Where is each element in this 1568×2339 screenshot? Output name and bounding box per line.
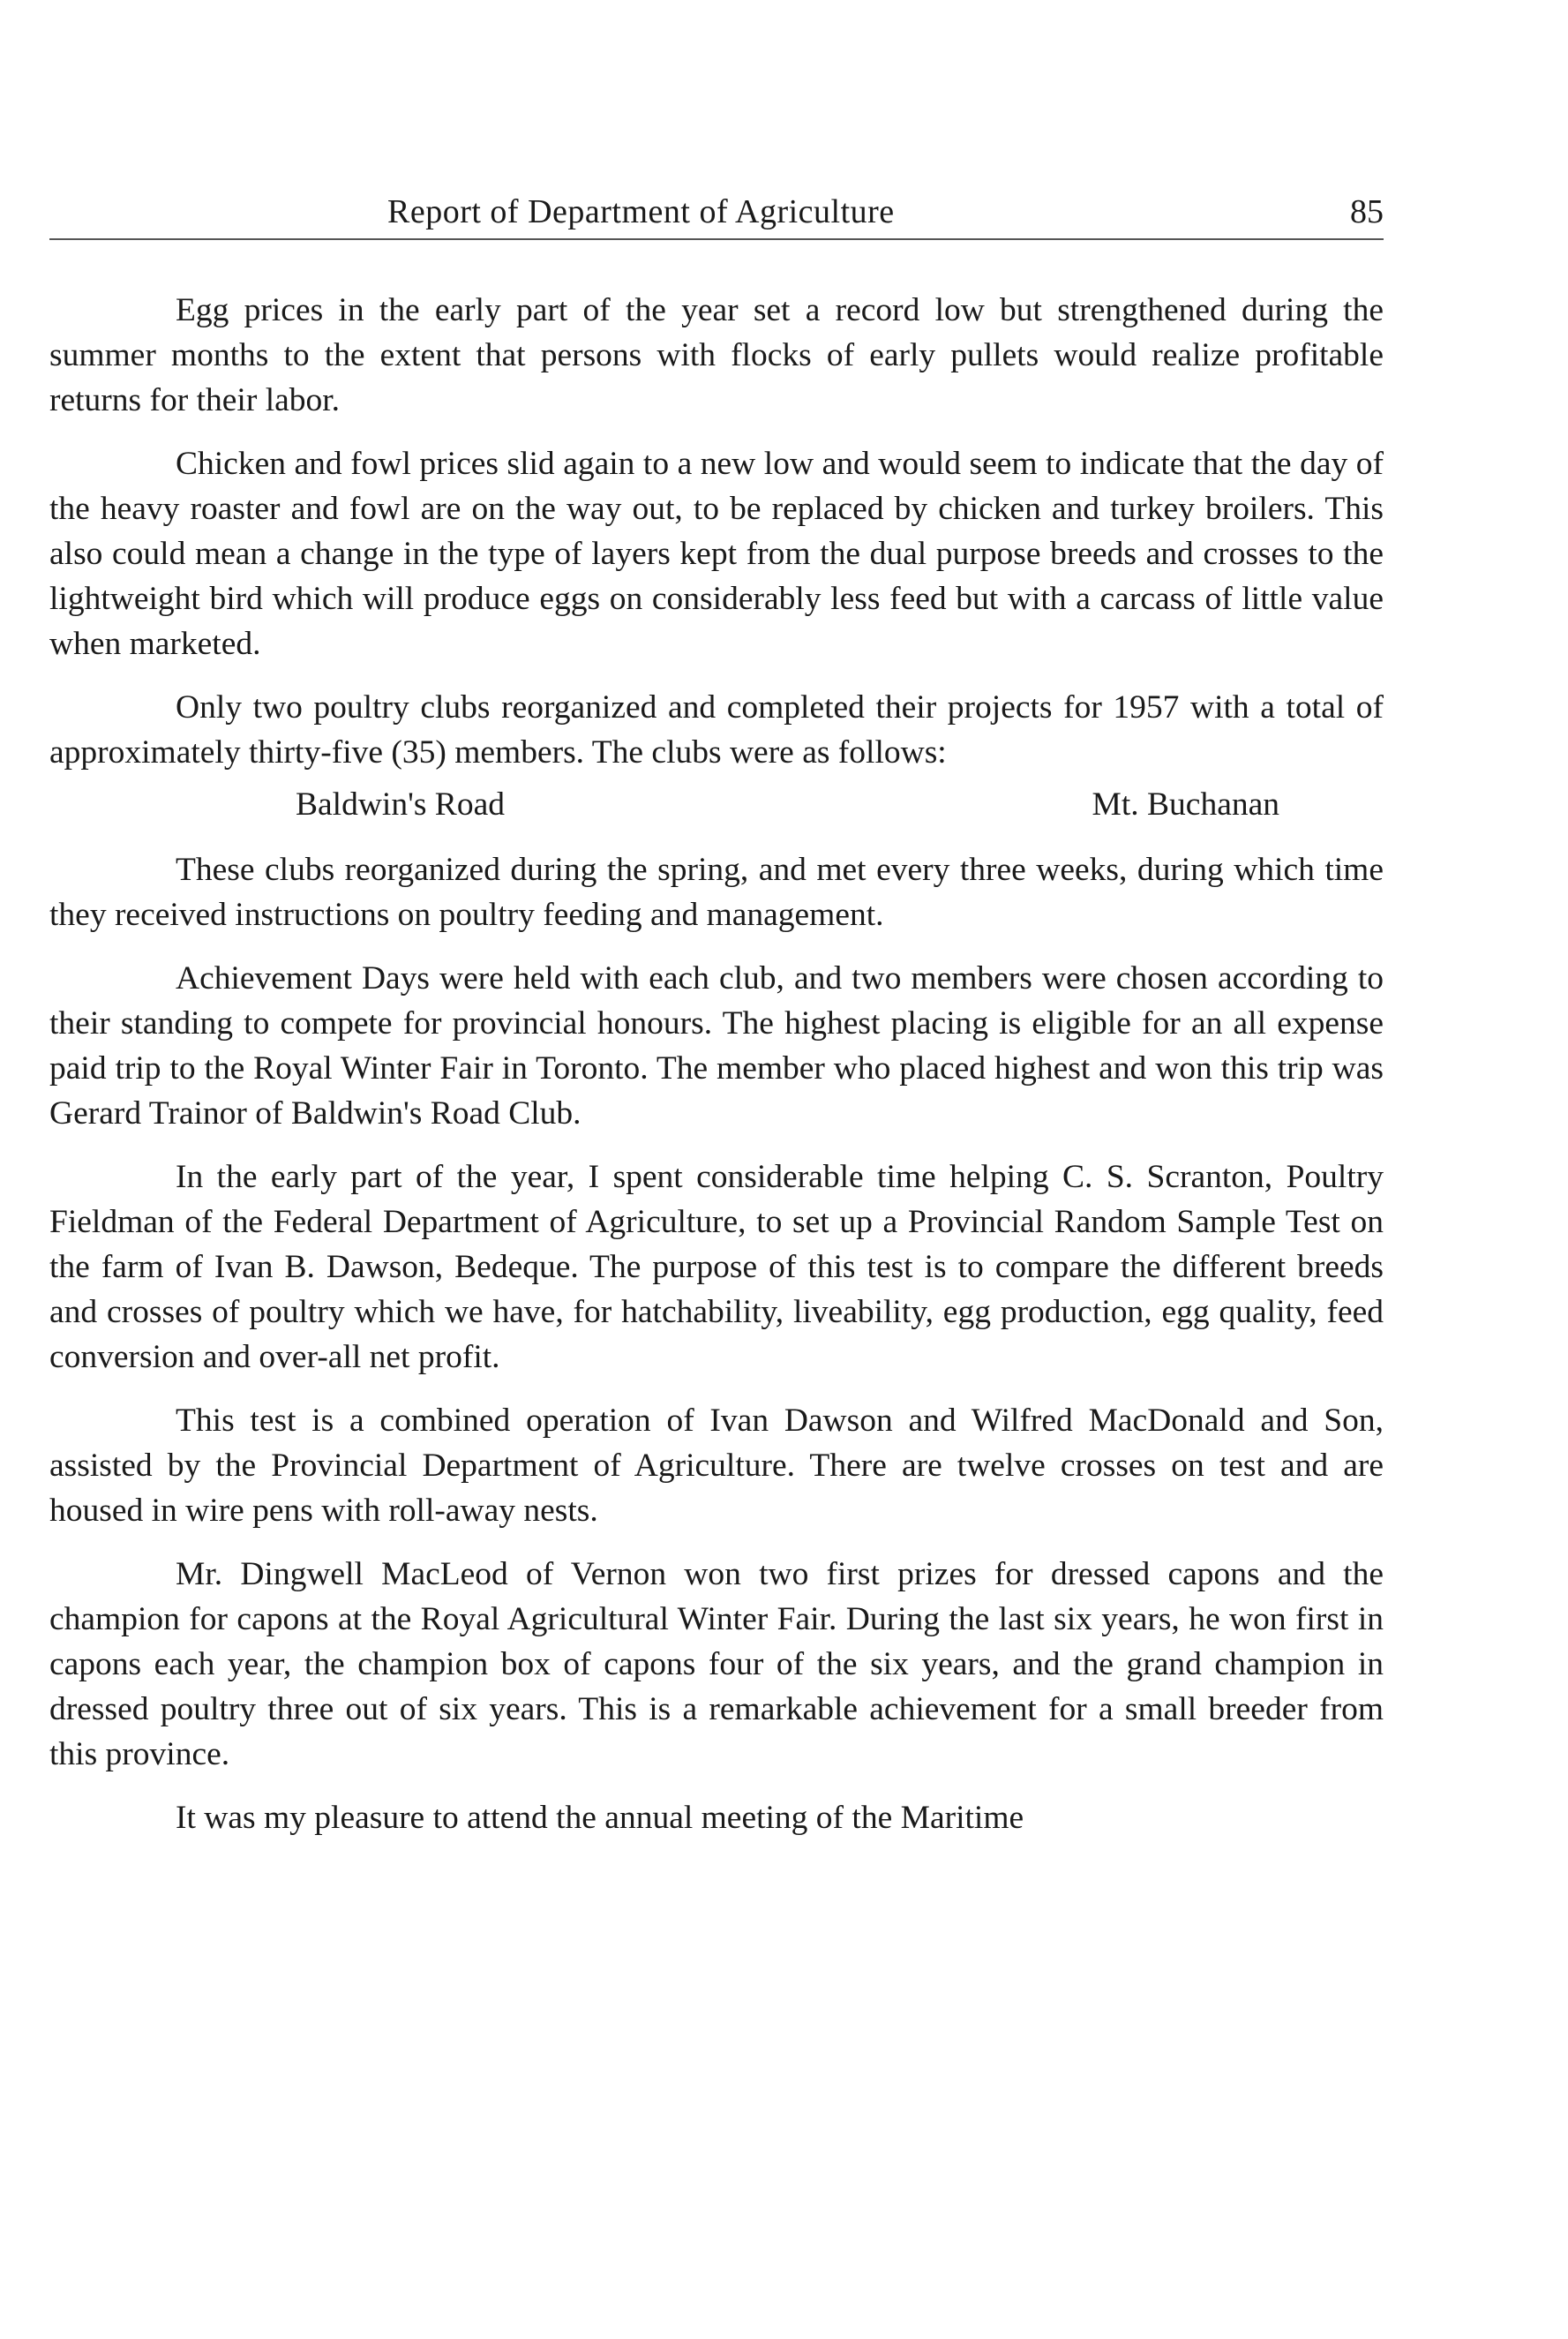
page-header	[49, 192, 1384, 240]
paragraph-capons: Mr. Dingwell MacLeod of Vernon won two first prizes for dressed capons and the champion for capons at the Royal Agricultural Winter Fair. During the last six years, he won first in capons each year, the champion box of capons four of the six years, and the grand champion in dressed poultry three out of six years. This is a remarkable achievement for a small breeder from this province.	[49, 1556, 1384, 1772]
club-name: Baldwin's Road	[296, 786, 505, 823]
paragraph-annual-meeting: It was my pleasure to attend the annual meeting of the Maritime	[176, 1800, 1024, 1836]
page-number: 85	[1350, 193, 1384, 230]
paragraph-chicken-prices: Chicken and fowl prices slid again to a new low and would seem to indicate that the day of the heavy roaster and fowl are on the way out, to be replaced by chicken and turkey broilers. This also could mean a change in the type of layers kept from the dual purpose breeds and crosses to the lightweight bird which will produce eggs on considerably less feed but with a carcass of little value when marketed.	[49, 446, 1384, 662]
paragraph-clubs-reorganized: These clubs reorganized during the spring, and met every three weeks, during which time they received instructions on poultry feeding and management.	[49, 852, 1384, 933]
paragraph-egg-prices: Egg prices in the early part of the year set a record low but strengthened during the summer months to the extent that persons with flocks of early pullets would realize profitable returns for their labor.	[49, 292, 1384, 418]
club-name: Mt. Buchanan	[1092, 786, 1279, 823]
paragraph-combined-operation: This test is a combined operation of Ivan Dawson and Wilfred MacDonald and Son, assisted by the Provincial Department of Agriculture. There are twelve crosses on test and are housed in wire pens with roll-away nests.	[49, 1403, 1384, 1529]
paragraph-random-sample-test: In the early part of the year, I spent considerable time helping C. S. Scranton, Poultry Fieldman of the Federal Department of Agriculture, to set up a Provincial Random Sample Test on the farm of Ivan B. Dawson, Bedeque. The purpose of this test is to compare the different breeds and crosses of poultry which we have, for hatchability, liveability, egg production, egg quality, feed conversion and over-all net profit.	[49, 1159, 1384, 1375]
body-text	[49, 288, 1384, 1859]
running-title: Report of Department of Agriculture	[387, 193, 895, 230]
paragraph-poultry-clubs: Only two poultry clubs reorganized and completed their projects for 1957 with a total of approximately thirty-five (35) members. The clubs were as follows:	[49, 689, 1384, 771]
club-list	[49, 782, 1384, 827]
paragraph-achievement-days: Achievement Days were held with each club, and two members were chosen according to their standing to compete for provincial honours. The highest placing is eligible for an all expense paid trip to the Royal Winter Fair in Toronto. The member who placed highest and won this trip was Gerard Trainor of Baldwin's Road Club.	[49, 960, 1384, 1132]
